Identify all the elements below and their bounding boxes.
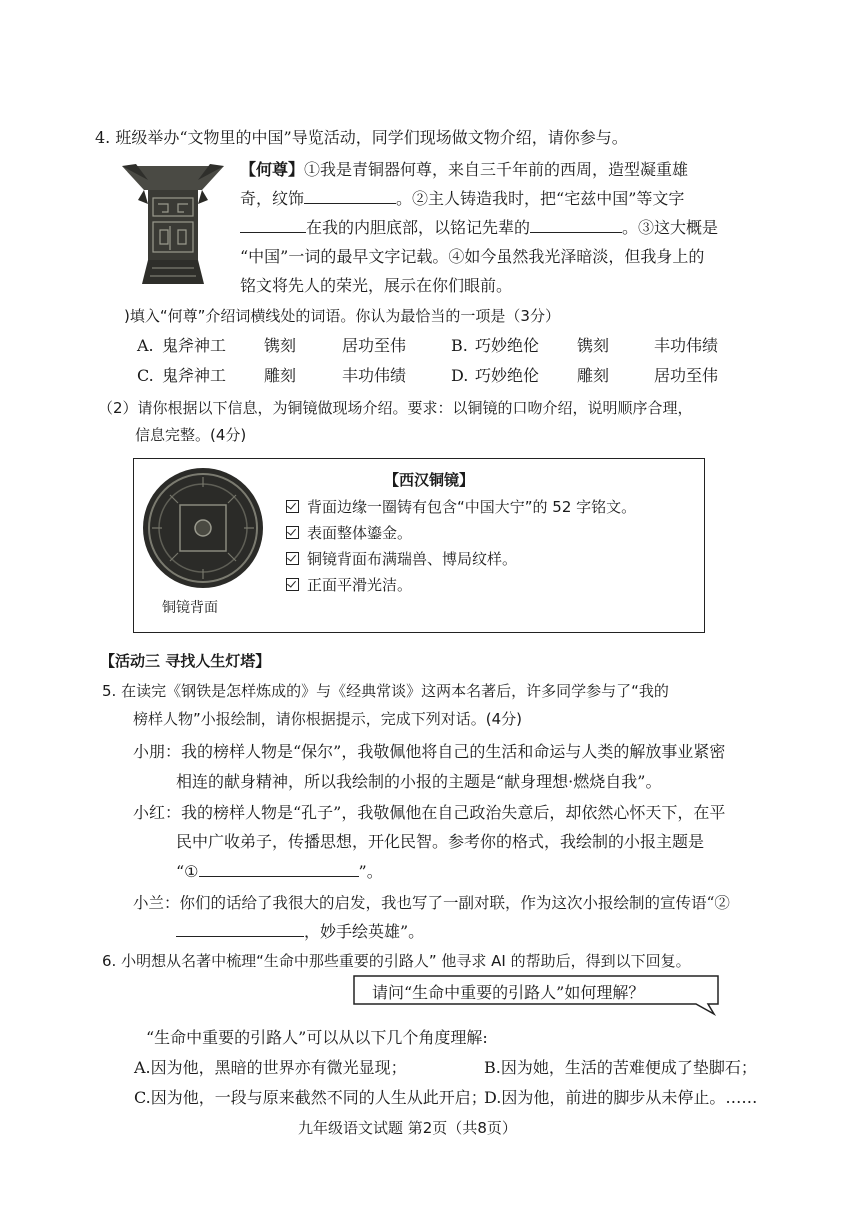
dialog-xiaohong-3: “① ”。 — [176, 862, 383, 881]
mirror-caption: 铜镜背面 — [162, 600, 218, 616]
checkbox-icon — [286, 552, 299, 565]
hezun-vessel-image — [118, 160, 228, 290]
checkbox-icon — [286, 500, 299, 513]
hezun-line-4: “中国”一词的最早文字记载。④如今虽然我光泽暗淡，但我身上的 — [240, 247, 705, 266]
q4-sub1: )填入“何尊”介绍词横线处的词语。你认为最恰当的一项是（3分） — [124, 307, 560, 325]
checkbox-icon — [286, 578, 299, 591]
q5-line-2: 榜样人物”小报绘制，请你根据提示，完成下列对话。(4分) — [133, 710, 523, 728]
mirror-item: 表面整体鎏金。 — [286, 523, 412, 543]
dialog-xiaohong-1: 小红：我的榜样人物是“孔子”，我敬佩他在自己政治失意后，却依然心怀天下，在平 — [133, 803, 726, 822]
hezun-title: 【何尊】 — [240, 160, 305, 179]
dialog-xiaohong-2: 民中广收弟子，传播思想，开化民智。参考你的格式，我绘制的小报主题是 — [176, 832, 705, 851]
blank-q5-2[interactable] — [176, 922, 304, 937]
dialog-xiaopeng-2: 相连的献身精神，所以我绘制的小报的主题是“献身理想·燃烧自我”。 — [176, 772, 662, 791]
activity-3-heading: 【活动三 寻找人生灯塔】 — [100, 652, 271, 670]
q5-line-1: 5. 在读完《钢铁是怎样炼成的》与《经典常谈》这两本名著后，许多同学参与了“我的 — [102, 682, 669, 700]
q4-sub2-line-2: 信息完整。(4分) — [135, 426, 247, 444]
hezun-line-1: 【何尊】①我是青铜器何尊，来自三千年前的西周，造型凝重雄 — [240, 160, 689, 179]
ai-answer-intro: “生命中重要的引路人”可以从以下几个角度理解: — [146, 1028, 488, 1047]
hezun-line-5: 铭文将先人的荣光，展示在你们眼前。 — [240, 276, 513, 295]
mirror-item: 正面平滑光洁。 — [286, 575, 412, 595]
dialog-xiaolan-1: 小兰：你们的话给了我很大的启发，我也写了一副对联，作为这次小报绘制的宣传语“② — [133, 894, 730, 912]
ai-answer-b: B.因为她，生活的苦难便成了垫脚石； — [484, 1058, 757, 1077]
dialog-xiaolan-2: ，妙手绘英雄”。 — [176, 922, 424, 942]
mirror-title: 【西汉铜镜】 — [384, 471, 475, 489]
ai-answer-d: D.因为他，前进的脚步从未停止。…… — [484, 1088, 758, 1107]
ai-question: 请问“生命中重要的引路人”如何理解？ — [372, 983, 645, 1002]
dialog-xiaopeng-1: 小朋：我的榜样人物是“保尔”，我敬佩他将自己的生活和命运与人类的解放事业紧密 — [133, 742, 726, 761]
mirror-info-box — [133, 458, 705, 633]
blank-2[interactable] — [240, 218, 306, 233]
ai-answer-c: C.因为他，一段与原来截然不同的人生从此开启； — [134, 1088, 487, 1107]
q6-line-1: 6. 小明想从名著中梳理“生命中那些重要的引路人” 他寻求 AI 的帮助后，得到以下回复。 — [102, 952, 691, 970]
blank-1[interactable] — [304, 189, 396, 204]
mirror-image — [140, 465, 266, 591]
checkbox-icon — [286, 526, 299, 539]
blank-q5-1[interactable] — [199, 862, 359, 877]
hezun-line-2: 奇，纹饰 。②主人铸造我时，把“宅兹中国”等文字 — [240, 189, 685, 208]
mirror-item: 背面边缘一圈铸有包含“中国大宁”的 52 字铭文。 — [286, 497, 636, 517]
q4-sub2-line-1: （2）请你根据以下信息，为铜镜做现场介绍。要求：以铜镜的口吻介绍，说明顺序合理， — [98, 399, 693, 417]
hezun-line-3: 在我的内胆底部，以铭记先辈的 。③这大概是 — [240, 218, 718, 238]
ai-answer-a: A.因为他，黑暗的世界亦有微光显现； — [134, 1058, 407, 1077]
blank-3[interactable] — [530, 218, 622, 233]
mirror-item: 铜镜背面布满瑞兽、博局纹样。 — [286, 549, 517, 569]
page-footer: 九年级语文试题 第2页（共8页） — [298, 1119, 517, 1137]
q4-stem: 4. 班级举办“文物里的中国”导览活动，同学们现场做文物介绍，请你参与。 — [95, 128, 628, 147]
